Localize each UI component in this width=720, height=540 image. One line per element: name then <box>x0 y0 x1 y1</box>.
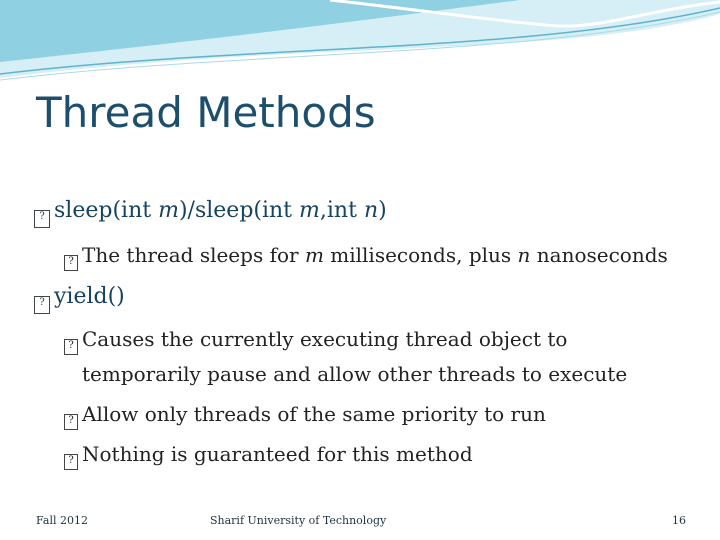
bullet-yield-label: yield() <box>54 284 125 309</box>
text-part: sleep(int <box>54 198 159 223</box>
footer-date: Fall 2012 <box>36 514 88 527</box>
slide-title: Thread Methods <box>36 88 376 137</box>
sub-bullet-text: Allow only threads of the same priority to run <box>82 402 546 426</box>
text-part-italic: m <box>304 243 324 267</box>
bullet-glyph: ? <box>34 296 50 314</box>
bullet-glyph: ? <box>64 339 78 355</box>
text-part: ) <box>378 198 387 223</box>
bullet-glyph: ? <box>64 255 78 271</box>
sub-bullet-yield-priority <box>64 402 546 428</box>
text-part: nanoseconds <box>530 243 668 267</box>
footer-institution: Sharif University of Technology <box>210 514 387 527</box>
bullet-glyph: ? <box>34 210 50 228</box>
text-part: )/sleep(int <box>178 198 300 223</box>
sub-bullet-yield-causes <box>64 327 567 353</box>
text-part-italic: n <box>517 243 531 267</box>
text-part-italic: n <box>363 198 379 223</box>
bullet-sleep <box>34 198 387 226</box>
bullet-glyph: ? <box>64 454 78 470</box>
bullet-glyph: ? <box>64 414 78 430</box>
footer-page-number: 16 <box>672 514 686 527</box>
sub-bullet-sleep-desc <box>64 243 668 269</box>
text-part-italic: m <box>299 198 320 223</box>
sub-bullet-yield-guarantee <box>64 442 473 468</box>
bullet-yield <box>34 284 125 312</box>
text-part: The thread sleeps for <box>82 243 305 267</box>
text-part: milliseconds, plus <box>323 243 518 267</box>
sub-bullet-yield-causes-cont: temporarily pause and allow other threads to execute <box>82 362 628 386</box>
text-part-italic: m <box>158 198 179 223</box>
text-part: ,int <box>319 198 364 223</box>
sub-bullet-text: Nothing is guaranteed for this method <box>82 442 473 466</box>
header-wave-decoration <box>0 0 720 90</box>
sub-bullet-text: Causes the currently executing thread object to <box>82 327 568 351</box>
